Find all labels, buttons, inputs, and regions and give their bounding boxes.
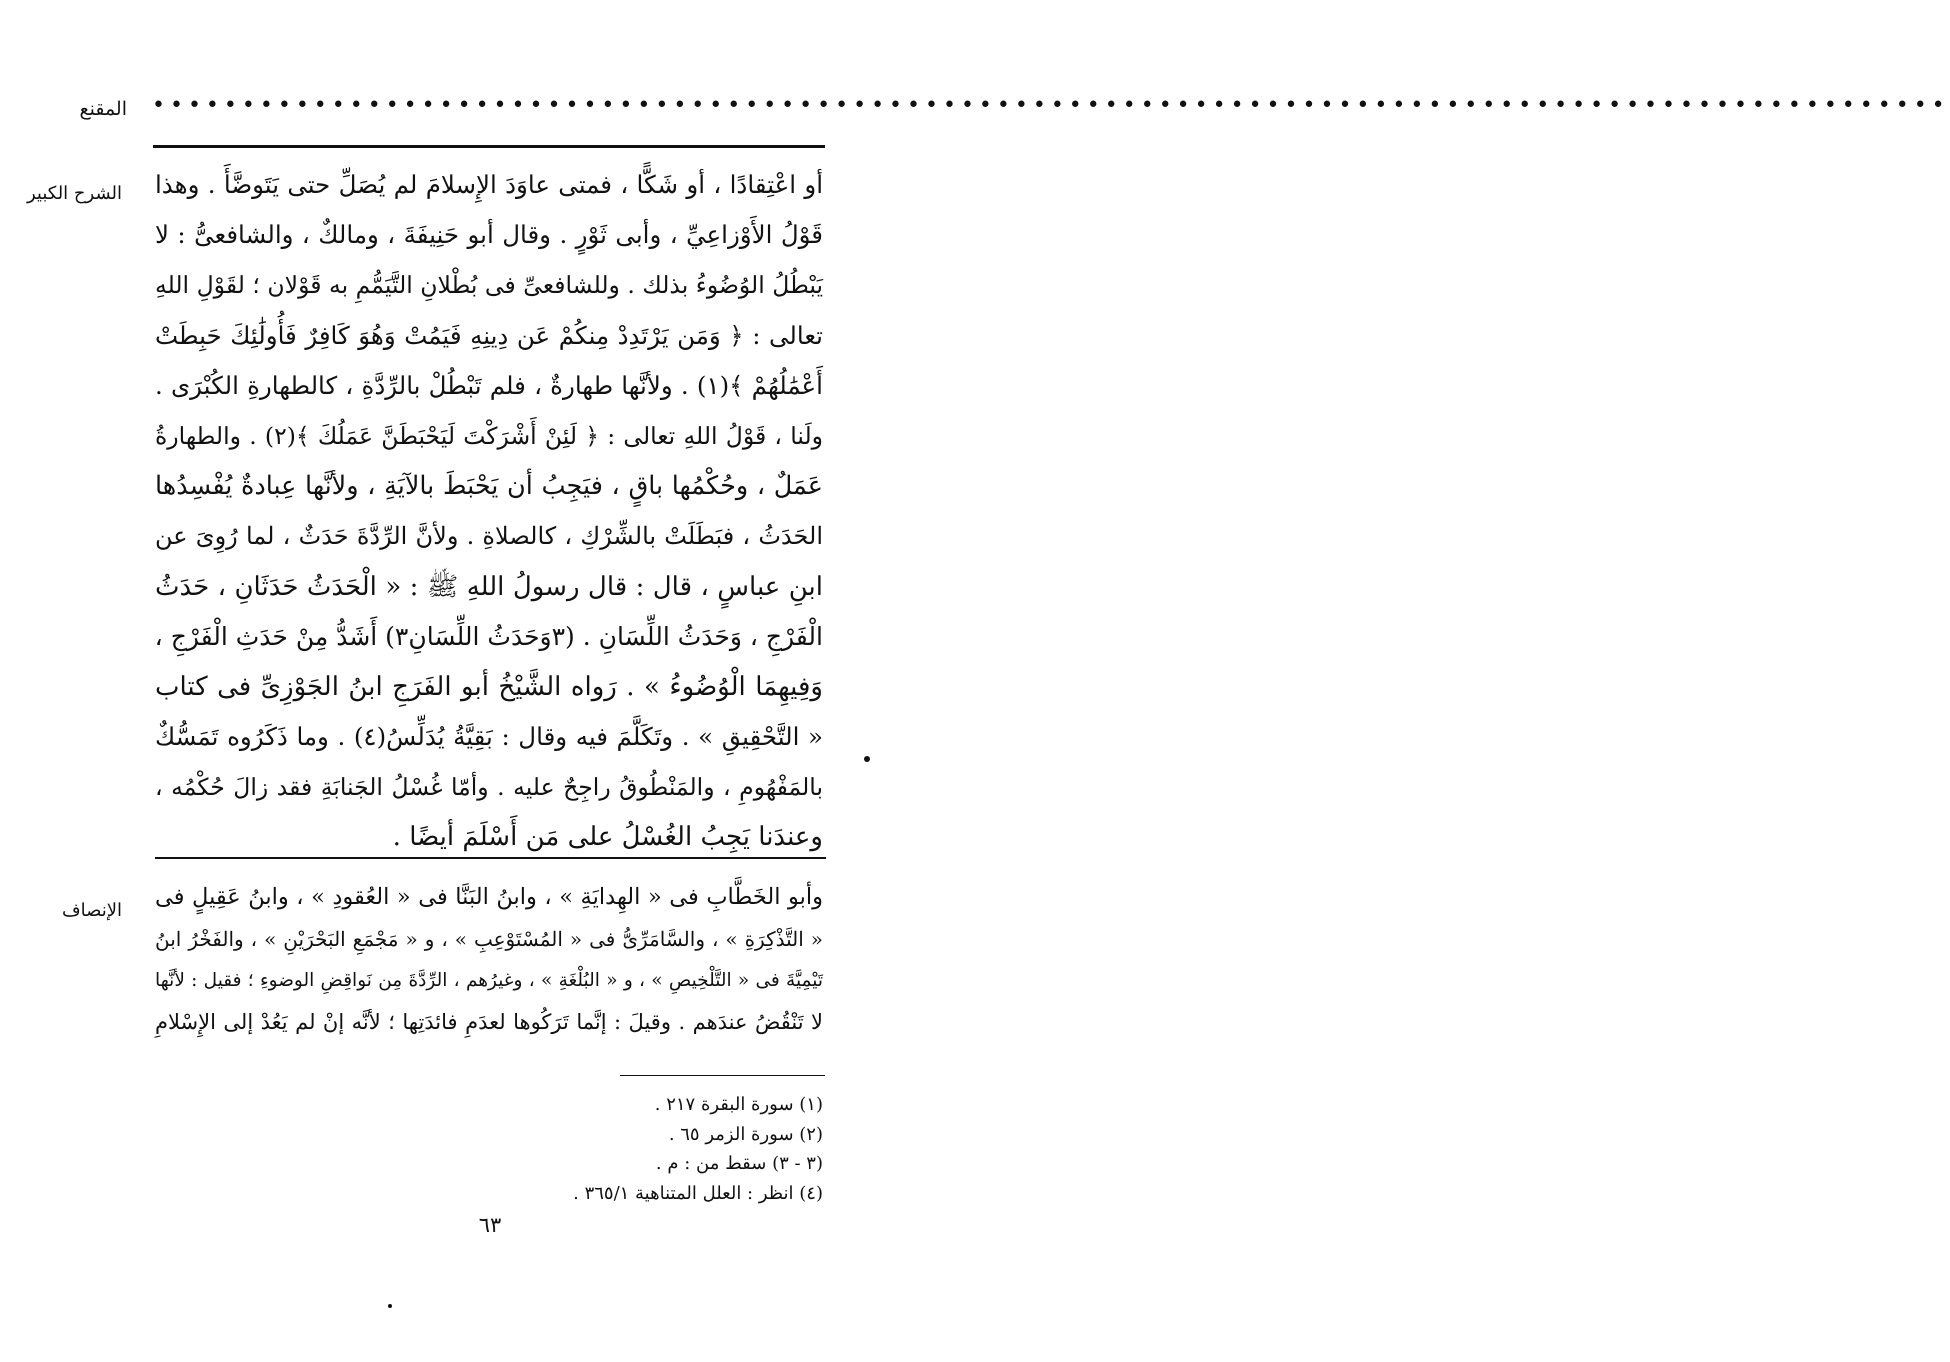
text-line: قَوْلُ الأَوْزاعِيِّ ، وأبى ثَوْرٍ . وقال أبو حَنِيفَةَ ، ومالكٌ ، والشافعىُّ : لا bbox=[155, 220, 823, 250]
text-line: عَمَلٌ ، وحُكْمُها باقٍ ، فيَجِبُ أن يَحْبَطَ بالآيَةِ ، ولأنَّها عِبادةٌ يُفْسِدُها bbox=[155, 471, 823, 502]
text-line: أو اعْتِقادًا ، أو شَكًّا ، فمتى عاوَدَ الإِسلامَ لم يُصَلِّ حتى يَتَوضَّأَ . وهذا bbox=[155, 170, 823, 199]
text-line: ولَنا ، قَوْلُ اللهِ تعالى : ﴿ لَئِنْ أَشْرَكْتَ لَيَحْبَطَنَّ عَمَلُكَ ﴾(٢) . والطهارةُ bbox=[155, 421, 823, 450]
footnote: (٤) انظر : العلل المتناهية ٣٦٥/١ . bbox=[573, 1182, 823, 1204]
header-rule bbox=[153, 145, 825, 148]
text-line: بالمَفْهُومِ ، والمَنْطُوقُ راجِحٌ عليه . وأمّا غُسْلُ الجَنابَةِ فقد زالَ حُكْمُه ، bbox=[155, 773, 823, 802]
text-line: الْفَرْجِ ، وَحَدَثُ اللِّسَانِ . (٣وَحَدَثُ اللِّسَانِ٣) أَشَدُّ مِنْ حَدَثِ الْفَرْجِ ، bbox=[154, 621, 823, 651]
footnote: (٢) سورة الزمر ٦٥ . bbox=[668, 1123, 823, 1145]
page-number: ٦٣ bbox=[478, 1213, 502, 1237]
header-dotted-rule: •••••••••••••••••••••••••••••••••••••••••••••••••••••••••••••••••••••••••••••••••••••••••••••••••••• bbox=[152, 93, 1950, 118]
text-line: وَفِيهِمَا الْوُضُوءُ » . رَواه الشَّيْخُ أبو الفَرَجِ ابنُ الجَوْزِىِّ فى كتاب bbox=[155, 671, 823, 702]
text-line: ابنِ عباسٍ ، قال : قال رسولُ اللهِ ﷺ : « الْحَدَثُ حَدَثَانِ ، حَدَثُ bbox=[155, 571, 823, 602]
text-line: « التَّحْقِيقِ » . وتَكَلَّمَ فيه وقال : بَقِيَّةُ يُدَلِّسُ(٤) . وما ذَكَرُوه تَمَسُّكٌ bbox=[155, 722, 823, 752]
scan-speck bbox=[864, 756, 870, 762]
footnotes bbox=[423, 1090, 823, 1208]
footnote: (١) سورة البقرة ٢١٧ . bbox=[654, 1094, 823, 1115]
text-line: وعندَنا يَجِبُ الغُسْلُ على مَن أَسْلَمَ أيضًا . bbox=[392, 822, 823, 853]
footnote-rule bbox=[620, 1075, 825, 1076]
scan-speck bbox=[388, 1304, 392, 1308]
running-header-title: المقنع bbox=[79, 98, 127, 120]
side-label-sharh: الشرح الكبير bbox=[26, 183, 122, 204]
text-line: يَبْطُلُ الوُضُوءُ بذلك . وللشافعىِّ فى بُطْلانِ التَّيَمُّمِ به قَوْلان ؛ لقَوْلِ اللهِ bbox=[155, 271, 823, 300]
text-line: الحَدَثُ ، فبَطَلَتْ بالشِّرْكِ ، كالصلاةِ . ولأنَّ الرِّدَّةَ حَدَثٌ ، لما رُوِىَ عن bbox=[155, 522, 823, 551]
text-line: تعالى : ﴿ وَمَن يَرْتَدِدْ مِنكُمْ عَن دِينِهِ فَيَمُتْ وَهُوَ كَافِرٌ فَأُولَٰئِكَ حَبِطَتْ bbox=[155, 320, 823, 350]
text-line: أَعْمَٰلُهُمْ ﴾(١) . ولأنَّها طهارةٌ ، فلم تَبْطُلْ بالرِّدَّةِ ، كالطهارةِ الكُبْرَى . bbox=[155, 370, 823, 400]
main-commentary-text bbox=[155, 160, 823, 863]
side-label-insaf: الإنصاف bbox=[61, 900, 122, 921]
insaf-text bbox=[155, 877, 823, 1043]
text-line: وأبو الخَطَّابِ فى « الهِدايَةِ » ، وابنُ البَنَّا فى « العُقودِ » ، وابنُ عَقِيلٍ فى bbox=[155, 884, 823, 910]
section-divider-rule bbox=[155, 857, 826, 859]
text-line: لا تَنْقُضُ عندَهم . وقيلَ : إنَّما تَرَكُوها لعدَمِ فائدَتِها ؛ لأنَّه إنْ لم يَعُدْ إلى الإِسْلامِ bbox=[155, 1009, 823, 1034]
footnote: (٣ - ٣) سقط من : م . bbox=[655, 1153, 823, 1174]
text-line: تَيْمِيَّةَ فى « التَّلْخِيصِ » ، و « البُلْغَةِ » ، وغيرُهم ، الرِّدَّةَ مِن نَواقِضِ الوضوءِ ؛ فقيل : لأنَّها bbox=[155, 970, 823, 991]
text-line: « التَّذْكِرَةِ » ، والسَّامَرِّىُّ فى « المُسْتَوْعِبِ » ، و « مَجْمَعِ البَحْرَيْنِ » ، والفَخْرُ ابنُ bbox=[155, 926, 823, 951]
